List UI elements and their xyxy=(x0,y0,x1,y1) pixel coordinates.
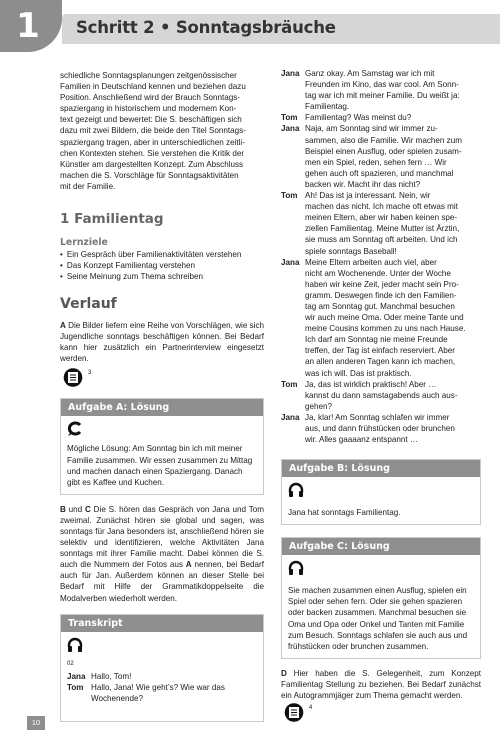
headphones-icon[interactable] xyxy=(288,486,304,503)
speaker: Jana xyxy=(281,124,300,134)
speaker: Tom xyxy=(281,379,298,389)
speaker: Jana xyxy=(281,69,300,78)
intro-line: spaziergang in historischem und modernem Kon- xyxy=(60,104,237,114)
worksheet-number: 3 xyxy=(88,370,92,377)
chapter-badge xyxy=(0,0,62,52)
right-column xyxy=(281,68,481,733)
utterance: Ganz okay. Am Samstag war ich mit xyxy=(305,69,435,78)
paragraph-d-text: Hier haben die S. Gelegenheit, zum Konzept Familientag Stellung zu beziehen. Bei Bedarf zunächst ein Autogrammjäger zum Thema gemacht werden. xyxy=(281,668,481,701)
intro-line: spaziergang tragen, aber in unterschiedlichen zeitli- xyxy=(60,137,245,147)
aufgabe-c-box xyxy=(281,537,481,659)
intro-line: dazu mit zwei Bildern, die beide den Titel Sonntags- xyxy=(60,126,246,136)
transkript-title: Transkript xyxy=(61,615,263,632)
utterance-continued: Freunden im Kino, das war cool. Am Sonn- xyxy=(305,80,459,90)
dialogue-line xyxy=(67,671,257,682)
utterance-continued: backen wir. Macht ihr das nicht? xyxy=(305,179,421,189)
transkript-dialogue-left xyxy=(67,671,257,704)
speaker: Jana xyxy=(281,412,300,422)
speaker: Jana xyxy=(67,671,86,681)
utterance-continued: Ich darf am Sonntag nie meine Freunde xyxy=(305,335,448,345)
headphones-icon[interactable] xyxy=(67,641,83,658)
utterance: Ja, das ist wirklich praktisch! Aber … xyxy=(305,379,437,389)
utterance: Familientag? Was meinst du? xyxy=(305,113,412,123)
chapter-number: 1 xyxy=(16,6,40,46)
utterance-continued: an allen anderen Tagen kann ich machen, xyxy=(305,357,456,367)
worksheet-number: 4 xyxy=(309,705,313,712)
utterance: Meine Eltern arbeiten auch viel, aber xyxy=(305,257,437,267)
utterance: Ah! Das ist ja interessant. Nein, wir xyxy=(305,191,431,201)
section-heading: 1 Familientag xyxy=(60,211,164,228)
intro-line: text gezeigt und bewertet: Die S. beschäftigen sich xyxy=(60,115,242,125)
utterance-continued: sammen, also die Familie. Wir machen zum xyxy=(305,135,462,145)
step-letter: C xyxy=(85,504,91,514)
utterance-continued: meinen Eltern, aber wir haben keinen spe- xyxy=(305,213,458,223)
page-number: 10 xyxy=(27,716,45,730)
utterance-continued: spiele sonntags Baseball! xyxy=(305,246,397,256)
utterance-continued: gramm. Deswegen finde ich den Familien- xyxy=(305,290,457,300)
utterance-continued: nicht am Wochenende. Unter der Woche xyxy=(305,268,451,278)
utterance-continued: Beispiel einen Ausflug, oder spielen zusam- xyxy=(305,146,462,156)
worksheet-icon[interactable] xyxy=(63,368,84,392)
title-band xyxy=(62,14,500,44)
utterance-continued: sie muss am Sonntag oft arbeiten. Und ich xyxy=(305,235,458,245)
list-item: • Das Konzept Familientag verstehen xyxy=(60,260,264,271)
transkript-box xyxy=(60,614,264,722)
paragraph-bc-text-2: nennen, bei Bedarf auch für Jan. Außerdem können an dieser Stelle bei Bedarf mit Hilfe der Grammatikdoppelseite die Modalverben wiederholt werden. xyxy=(60,560,265,603)
speaker: Tom xyxy=(281,191,298,201)
speech-c-icon xyxy=(67,423,84,440)
left-column xyxy=(60,70,264,722)
aufgabe-b-title: Aufgabe B: Lösung xyxy=(282,460,480,477)
utterance-continued: men ein Spiel, reden, sehen fern … Wir xyxy=(305,157,447,167)
aufgabe-a-text: Mögliche Lösung: Am Sonntag bin ich mit meiner Familie zusammen. Wir essen zusammen zu Mittag und machen danach einen Spaziergang. Danach gibt es Kaffee und Kuchen. xyxy=(67,444,253,487)
aufgabe-a-box xyxy=(60,398,264,494)
step-letter: B xyxy=(60,504,66,514)
verlauf-heading: Verlauf xyxy=(60,296,117,313)
step-letter: A xyxy=(60,321,66,331)
utterance: Naja, am Sonntag sind wir immer zu- xyxy=(305,124,438,134)
intro-line: mit der Familie. xyxy=(60,181,116,191)
paragraph-d xyxy=(281,668,481,701)
utterance-continued: ziellen Familientag. Meine Mutter ist Ärztin, xyxy=(305,224,460,234)
step-letter: A xyxy=(185,560,192,570)
worksheet-icon[interactable] xyxy=(284,703,305,727)
worksheet-reference xyxy=(284,703,481,727)
word-und: und xyxy=(68,504,83,514)
utterance-continued: treffen, der Tag ist einfach reserviert. Aber xyxy=(305,346,455,356)
utterance: Hallo, Jana! Wie geht’s? Wie war das xyxy=(91,682,225,692)
lernziele-heading: Lernziele xyxy=(60,237,108,249)
utterance-continued: gehen auch oft spazieren, und manchmal xyxy=(305,168,454,178)
intro-line: schiedliche Sonntagsplanungen zeitgenössischer xyxy=(60,71,237,80)
utterance-continued: aus, und dann frühstücken oder brunchen xyxy=(305,424,455,433)
intro-line: Position. Anschließend wird der Brauch Sonntags- xyxy=(60,93,240,103)
list-item: • Ein Gespräch über Familienaktivitäten verstehen xyxy=(60,249,264,260)
intro-line: Künstler am dargestellten Konzept. Zum Abschluss xyxy=(60,159,244,169)
utterance: Hallo, Tom! xyxy=(91,671,132,681)
utterance-continued: tag war ich mit meiner Familie. Du weißt ja: xyxy=(305,91,460,101)
intro-line: chen Kontexten stehen. Sie verstehen die Kritik der xyxy=(60,148,245,158)
utterance-continued: Familientag. xyxy=(305,102,350,112)
aufgabe-a-title: Aufgabe A: Lösung xyxy=(61,399,263,416)
step-letter: D xyxy=(281,668,287,678)
utterance-continued: wir auch meine Oma. Oder meine Tante und xyxy=(305,313,464,323)
intro-line: machen die S. Vorschläge für Sonntagsaktivitäten xyxy=(60,170,239,180)
aufgabe-c-text: Sie machen zusammen einen Ausflug, spielen ein Spiel oder sehen fern. Oder sie gehen spazieren oder backen zusammen. Manchmal besuchen sie Oma und Opa oder Onkel und Tanten mit Familie zum Besuch. Sonntags schlafen sie auch aus und frühstücken oder brunchen zusammen. xyxy=(288,586,468,651)
utterance-continued: tag am Sonntag gut. Manchmal besuchen xyxy=(305,301,455,311)
intro-text xyxy=(60,70,264,192)
page-title: Schritt 2 • Sonntagsbräuche xyxy=(76,18,336,37)
aufgabe-c-title: Aufgabe C: Lösung xyxy=(282,538,480,555)
utterance-continued: was ich will. Das ist praktisch. xyxy=(305,368,412,378)
paragraph-bc xyxy=(60,504,264,604)
list-item: • Seine Meinung zum Thema schreiben xyxy=(60,271,264,282)
speaker: Jana xyxy=(281,257,300,267)
utterance: Ja, klar! Am Sonntag schlafen wir immer xyxy=(305,412,450,422)
dialogue-line xyxy=(67,682,257,693)
utterance-continued: meine Cousins kommen zu uns nach Hause. xyxy=(305,324,466,334)
utterance-continued: kannst du dann samstagabends auch aus- xyxy=(305,390,458,400)
worksheet-reference xyxy=(63,368,264,392)
paragraph-bc-text: Die S. hören das Gespräch von Jana und Tom zweimal. Zunächst hören sie global und sagen, was sonntags für Jana besonders ist, anschließend hören sie selektiv und identifizieren, welche Aktivitäten Jana sonntags mit ihrer Familie macht. Dabei können die S. auch die Nummern der Fotos aus xyxy=(60,504,265,570)
paragraph-a xyxy=(60,320,264,364)
utterance-continued: haben wir keine Zeit, jeder macht sein Pro- xyxy=(305,279,459,289)
utterance-continued: wir. Alles gaaaanz entspannt … xyxy=(305,435,418,445)
speaker: Tom xyxy=(281,113,298,123)
utterance-continued: Wochenende? xyxy=(91,693,144,703)
transkript-dialogue-right xyxy=(281,68,481,445)
aufgabe-b-box xyxy=(281,459,481,525)
headphones-icon[interactable] xyxy=(288,564,304,581)
utterance-continued: gehen? xyxy=(305,401,333,411)
intro-line: Familien in Deutschland kennen und beziehen dazu xyxy=(60,82,246,92)
paragraph-a-text: Die Bilder liefern eine Reihe von Vorschlägen, wie sich Jugendliche sonntags beschäftigen können. Bei Bedarf kann hier zusätzlich ein Partnerinterview eingesetzt werden. xyxy=(60,321,264,364)
aufgabe-b-text: Jana hat sonntags Familientag. xyxy=(288,508,401,518)
speaker: Tom xyxy=(67,682,84,692)
utterance-continued: machen das nicht. Ich mache oft etwas mit xyxy=(305,202,458,212)
lernziele-list xyxy=(60,249,264,282)
audio-track-number: 02 xyxy=(67,660,74,667)
